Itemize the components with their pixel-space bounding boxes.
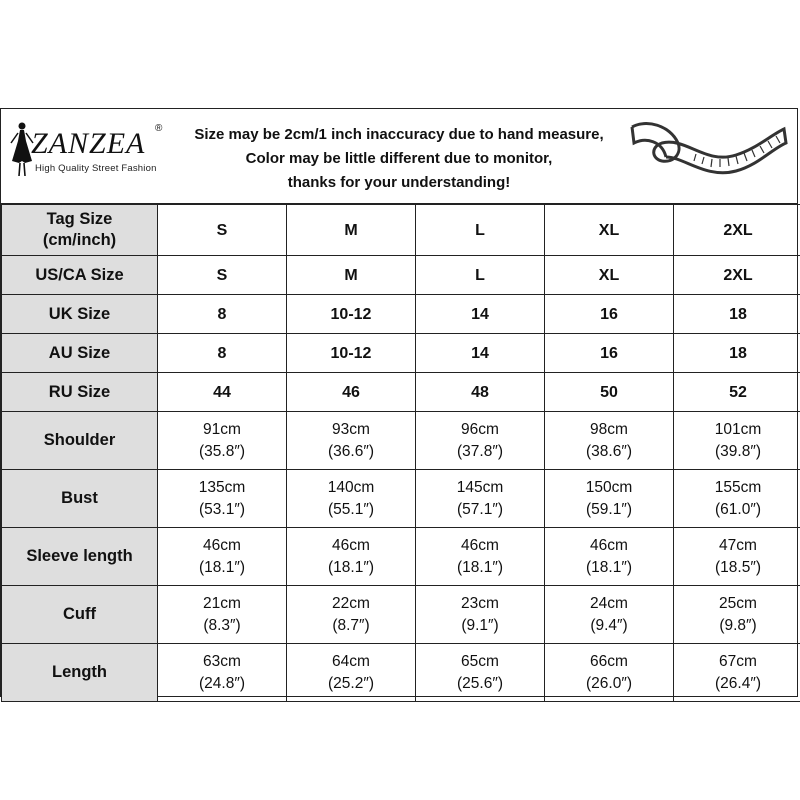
table-cell: 2XL <box>674 256 800 295</box>
cm-value: 64cm <box>332 652 370 670</box>
table-cell: 18 <box>674 295 800 334</box>
table-row <box>2 528 800 586</box>
inch-value: (36.6″) <box>328 442 374 460</box>
size-chart <box>0 108 798 697</box>
cm-value: 24cm <box>590 594 628 612</box>
cm-value: 65cm <box>461 652 499 670</box>
cm-value: 46cm <box>203 536 241 554</box>
inch-value: (8.3″) <box>203 616 241 634</box>
table-cell: 16 <box>545 295 674 334</box>
cm-value: 46cm <box>332 536 370 554</box>
cm-value: 67cm <box>719 652 757 670</box>
table-row <box>2 256 800 295</box>
table-cell <box>545 644 674 702</box>
inch-value: (9.4″) <box>590 616 628 634</box>
table-cell <box>416 586 545 644</box>
cm-value: 22cm <box>332 594 370 612</box>
table-row <box>2 470 800 528</box>
table-cell: 52 <box>674 373 800 412</box>
measuring-tape-icon <box>626 117 791 189</box>
table-cell <box>158 412 287 470</box>
inch-value: (38.6″) <box>586 442 632 460</box>
table-cell: 8 <box>158 295 287 334</box>
table-row <box>2 205 800 256</box>
cm-value: 63cm <box>203 652 241 670</box>
table-cell: L <box>416 256 545 295</box>
brand-name: ZANZEA <box>31 127 146 160</box>
cm-value: 25cm <box>719 594 757 612</box>
table-cell: 48 <box>416 373 545 412</box>
cm-value: 93cm <box>332 420 370 438</box>
table-cell <box>545 586 674 644</box>
cm-value: 47cm <box>719 536 757 554</box>
table-cell <box>158 586 287 644</box>
size-table <box>1 204 800 702</box>
row-label: AU Size <box>2 334 158 373</box>
registered-mark: ® <box>155 123 163 134</box>
inch-value: (9.8″) <box>719 616 757 634</box>
table-row <box>2 334 800 373</box>
row-label: US/CA Size <box>2 256 158 295</box>
inch-value: (9.1″) <box>461 616 499 634</box>
table-cell: 16 <box>545 334 674 373</box>
table-cell <box>674 586 800 644</box>
cm-value: 96cm <box>461 420 499 438</box>
inch-value: (24.8″) <box>199 674 245 692</box>
table-cell <box>416 470 545 528</box>
table-cell <box>287 644 416 702</box>
row-label: Cuff <box>2 586 158 644</box>
inch-value: (59.1″) <box>586 500 632 518</box>
row-label-line: Tag Size <box>46 210 113 228</box>
cm-value: 135cm <box>198 478 246 496</box>
table-cell <box>674 470 800 528</box>
inch-value: (25.2″) <box>328 674 374 692</box>
inch-value: (26.4″) <box>715 674 761 692</box>
notice-line: thanks for your understanding! <box>287 174 511 191</box>
inch-value: (18.5″) <box>715 558 761 576</box>
cm-value: 23cm <box>461 594 499 612</box>
table-cell: 10-12 <box>287 334 416 373</box>
inch-value: (8.7″) <box>332 616 370 634</box>
table-cell: S <box>158 256 287 295</box>
cm-value: 66cm <box>590 652 628 670</box>
table-cell <box>545 528 674 586</box>
inch-value: (18.1″) <box>457 558 503 576</box>
table-cell: S <box>158 205 287 256</box>
row-label <box>2 205 158 256</box>
row-label: Length <box>2 644 158 702</box>
cm-value: 91cm <box>203 420 241 438</box>
table-cell: M <box>287 205 416 256</box>
row-label: Sleeve length <box>2 528 158 586</box>
table-cell: 14 <box>416 295 545 334</box>
table-cell <box>287 470 416 528</box>
inch-value: (61.0″) <box>715 500 761 518</box>
notice-line: Color may be little different due to monitor, <box>245 150 553 167</box>
inch-value: (35.8″) <box>199 442 245 460</box>
cm-value: 101cm <box>714 420 762 438</box>
inch-value: (39.8″) <box>715 442 761 460</box>
cm-value: 155cm <box>714 478 762 496</box>
table-cell <box>545 470 674 528</box>
inch-value: (18.1″) <box>199 558 245 576</box>
table-row <box>2 373 800 412</box>
table-cell: L <box>416 205 545 256</box>
table-cell <box>158 644 287 702</box>
table-cell <box>287 412 416 470</box>
table-cell: 46 <box>287 373 416 412</box>
table-cell <box>287 528 416 586</box>
table-cell: XL <box>545 205 674 256</box>
row-label: Bust <box>2 470 158 528</box>
table-cell <box>158 528 287 586</box>
table-cell <box>545 412 674 470</box>
inch-value: (53.1″) <box>199 500 245 518</box>
table-cell: 8 <box>158 334 287 373</box>
row-label: RU Size <box>2 373 158 412</box>
cm-value: 150cm <box>585 478 633 496</box>
table-cell: XL <box>545 256 674 295</box>
table-cell: 18 <box>674 334 800 373</box>
measurement-notice <box>179 123 619 195</box>
table-cell: 14 <box>416 334 545 373</box>
row-label: UK Size <box>2 295 158 334</box>
table-row <box>2 644 800 702</box>
table-cell <box>158 470 287 528</box>
table-cell <box>674 412 800 470</box>
inch-value: (26.0″) <box>586 674 632 692</box>
inch-value: (55.1″) <box>328 500 374 518</box>
table-cell <box>674 644 800 702</box>
table-cell <box>416 412 545 470</box>
inch-value: (25.6″) <box>457 674 503 692</box>
inch-value: (57.1″) <box>457 500 503 518</box>
table-row <box>2 412 800 470</box>
brand-tagline: High Quality Street Fashion <box>35 163 157 174</box>
table-cell <box>416 644 545 702</box>
table-cell: 50 <box>545 373 674 412</box>
inch-value: (37.8″) <box>457 442 503 460</box>
table-row <box>2 295 800 334</box>
cm-value: 140cm <box>327 478 375 496</box>
chart-header <box>1 109 797 204</box>
cm-value: 46cm <box>461 536 499 554</box>
table-cell: 44 <box>158 373 287 412</box>
table-cell: 2XL <box>674 205 800 256</box>
cm-value: 21cm <box>203 594 241 612</box>
brand-logo <box>9 121 184 181</box>
notice-line: Size may be 2cm/1 inch inaccuracy due to hand measure, <box>194 126 604 143</box>
table-cell <box>287 586 416 644</box>
cm-value: 46cm <box>590 536 628 554</box>
row-label-line: (cm/inch) <box>42 231 117 249</box>
table-row <box>2 586 800 644</box>
table-cell: M <box>287 256 416 295</box>
inch-value: (18.1″) <box>586 558 632 576</box>
inch-value: (18.1″) <box>328 558 374 576</box>
row-label: Shoulder <box>2 412 158 470</box>
cm-value: 145cm <box>456 478 504 496</box>
table-cell <box>674 528 800 586</box>
cm-value: 98cm <box>590 420 628 438</box>
table-cell: 10-12 <box>287 295 416 334</box>
table-cell <box>416 528 545 586</box>
